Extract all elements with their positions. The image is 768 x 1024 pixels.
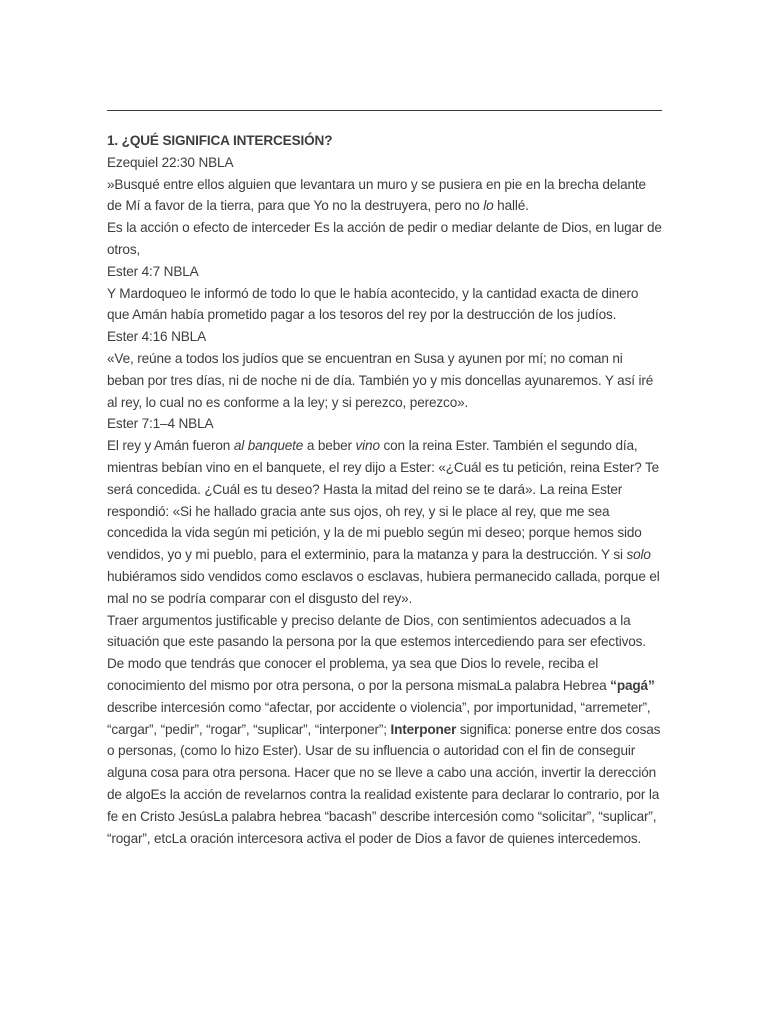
verse-text: »Busqué entre ellos alguien que levantara un muro y se pusiera en pie en la brecha delante de Mí a favor de la tierra, para que Yo no la destruyera, pero no: [107, 176, 646, 214]
verse-text: con la reina Ester. También el segundo día, mientras bebían vino en el banquete, el rey dijo a Ester: «¿Cuál es tu petición, reina Ester? Te será concedida. ¿Cuál es tu deseo? Hasta la mitad del reino se te dará». La reina Ester respondió: «Si he hallado gracia ante sus ojos, oh rey, y si le place al rey, que me sea concedida la vida según mi petición, y la de mi pueblo según mi deseo; porque hemos sido vendidos, yo y mi pueblo, para el exterminio, para la matanza y para la destrucción. Y si: [107, 438, 660, 563]
verse-italic: solo: [626, 547, 651, 563]
bold-term: Interponer: [390, 721, 457, 737]
top-divider: [107, 110, 662, 111]
scripture-verse: Y Mardoqueo le informó de todo lo que le había acontecido, y la cantidad exacta de dinero que Amán había prometido pagar a los tesoros del rey por la destrucción de los judíos.: [107, 285, 639, 323]
scripture-reference: Ezequiel 22:30 NBLA: [107, 154, 234, 170]
closing-paragraph: [107, 610, 662, 850]
paragraph-text: Traer argumentos justificable y preciso delante de Dios, con sentimientos adecuados a la situación que este pasando la persona por la que estemos intercediendo para ser efectivos. De modo que tendrás que conocer el problema, ya sea que Dios lo revele, reciba el conocimiento del mismo por otra persona, o por la persona mismaLa palabra Hebrea: [107, 612, 646, 693]
document-body: [107, 130, 662, 849]
scripture-reference: Ester 4:7 NBLA: [107, 263, 199, 279]
verse-text: hallé.: [493, 198, 529, 214]
verse-italic: vino: [355, 438, 380, 454]
scripture-reference: Ester 7:1–4 NBLA: [107, 416, 214, 432]
verse-italic: lo: [483, 198, 494, 214]
section-heading: 1. ¿QUÉ SIGNIFICA INTERCESIÓN?: [107, 133, 333, 148]
verse-text: hubiéramos sido vendidos como esclavos o esclavas, hubiera permanecido callada, porque el mal no se podría comparar con el disgusto del rey».: [107, 568, 660, 606]
verse-text: El rey y Amán fueron: [107, 438, 234, 454]
scripture-verse: [107, 174, 662, 218]
bold-term: “pagá”: [610, 677, 655, 693]
verse-text: a beber: [303, 438, 356, 454]
verse-italic: al banquete: [233, 438, 304, 454]
scripture-reference: Ester 4:16 NBLA: [107, 329, 206, 345]
definition-paragraph: Es la acción o efecto de interceder Es la acción de pedir o mediar delante de Dios, en lugar de otros,: [107, 220, 662, 257]
paragraph-text: describe intercesión como “afectar, por accidente o violencia”, por importunidad, “arremeter”, “cargar”, “pedir”, “rogar”, “suplicar”, “interponer”;: [107, 699, 651, 737]
scripture-verse: «Ve, reúne a todos los judíos que se encuentran en Susa y ayunen por mí; no coman ni beban por tres días, ni de noche ni de día. También yo y mis doncellas ayunaremos. Y así iré al rey, lo cual no es conforme a la ley; y si perezco, perezco».: [107, 350, 654, 410]
paragraph-text: significa: ponerse entre dos cosas o personas, (como lo hizo Ester). Usar de su influencia o autoridad con el fin de conseguir alguna cosa para otra persona. Hacer que no se lleve a cabo una acción, invertir la derección de algoEs la acción de revelarnos contra la realidad existente para declarar lo contrario, por la fe en Cristo JesúsLa palabra hebrea “bacash” describe intercesión como “solicitar”, “suplicar”, “rogar”, etcLa oración intercesora activa el poder de Dios a favor de quienes intercedemos.: [107, 721, 661, 846]
scripture-verse: [107, 435, 662, 609]
